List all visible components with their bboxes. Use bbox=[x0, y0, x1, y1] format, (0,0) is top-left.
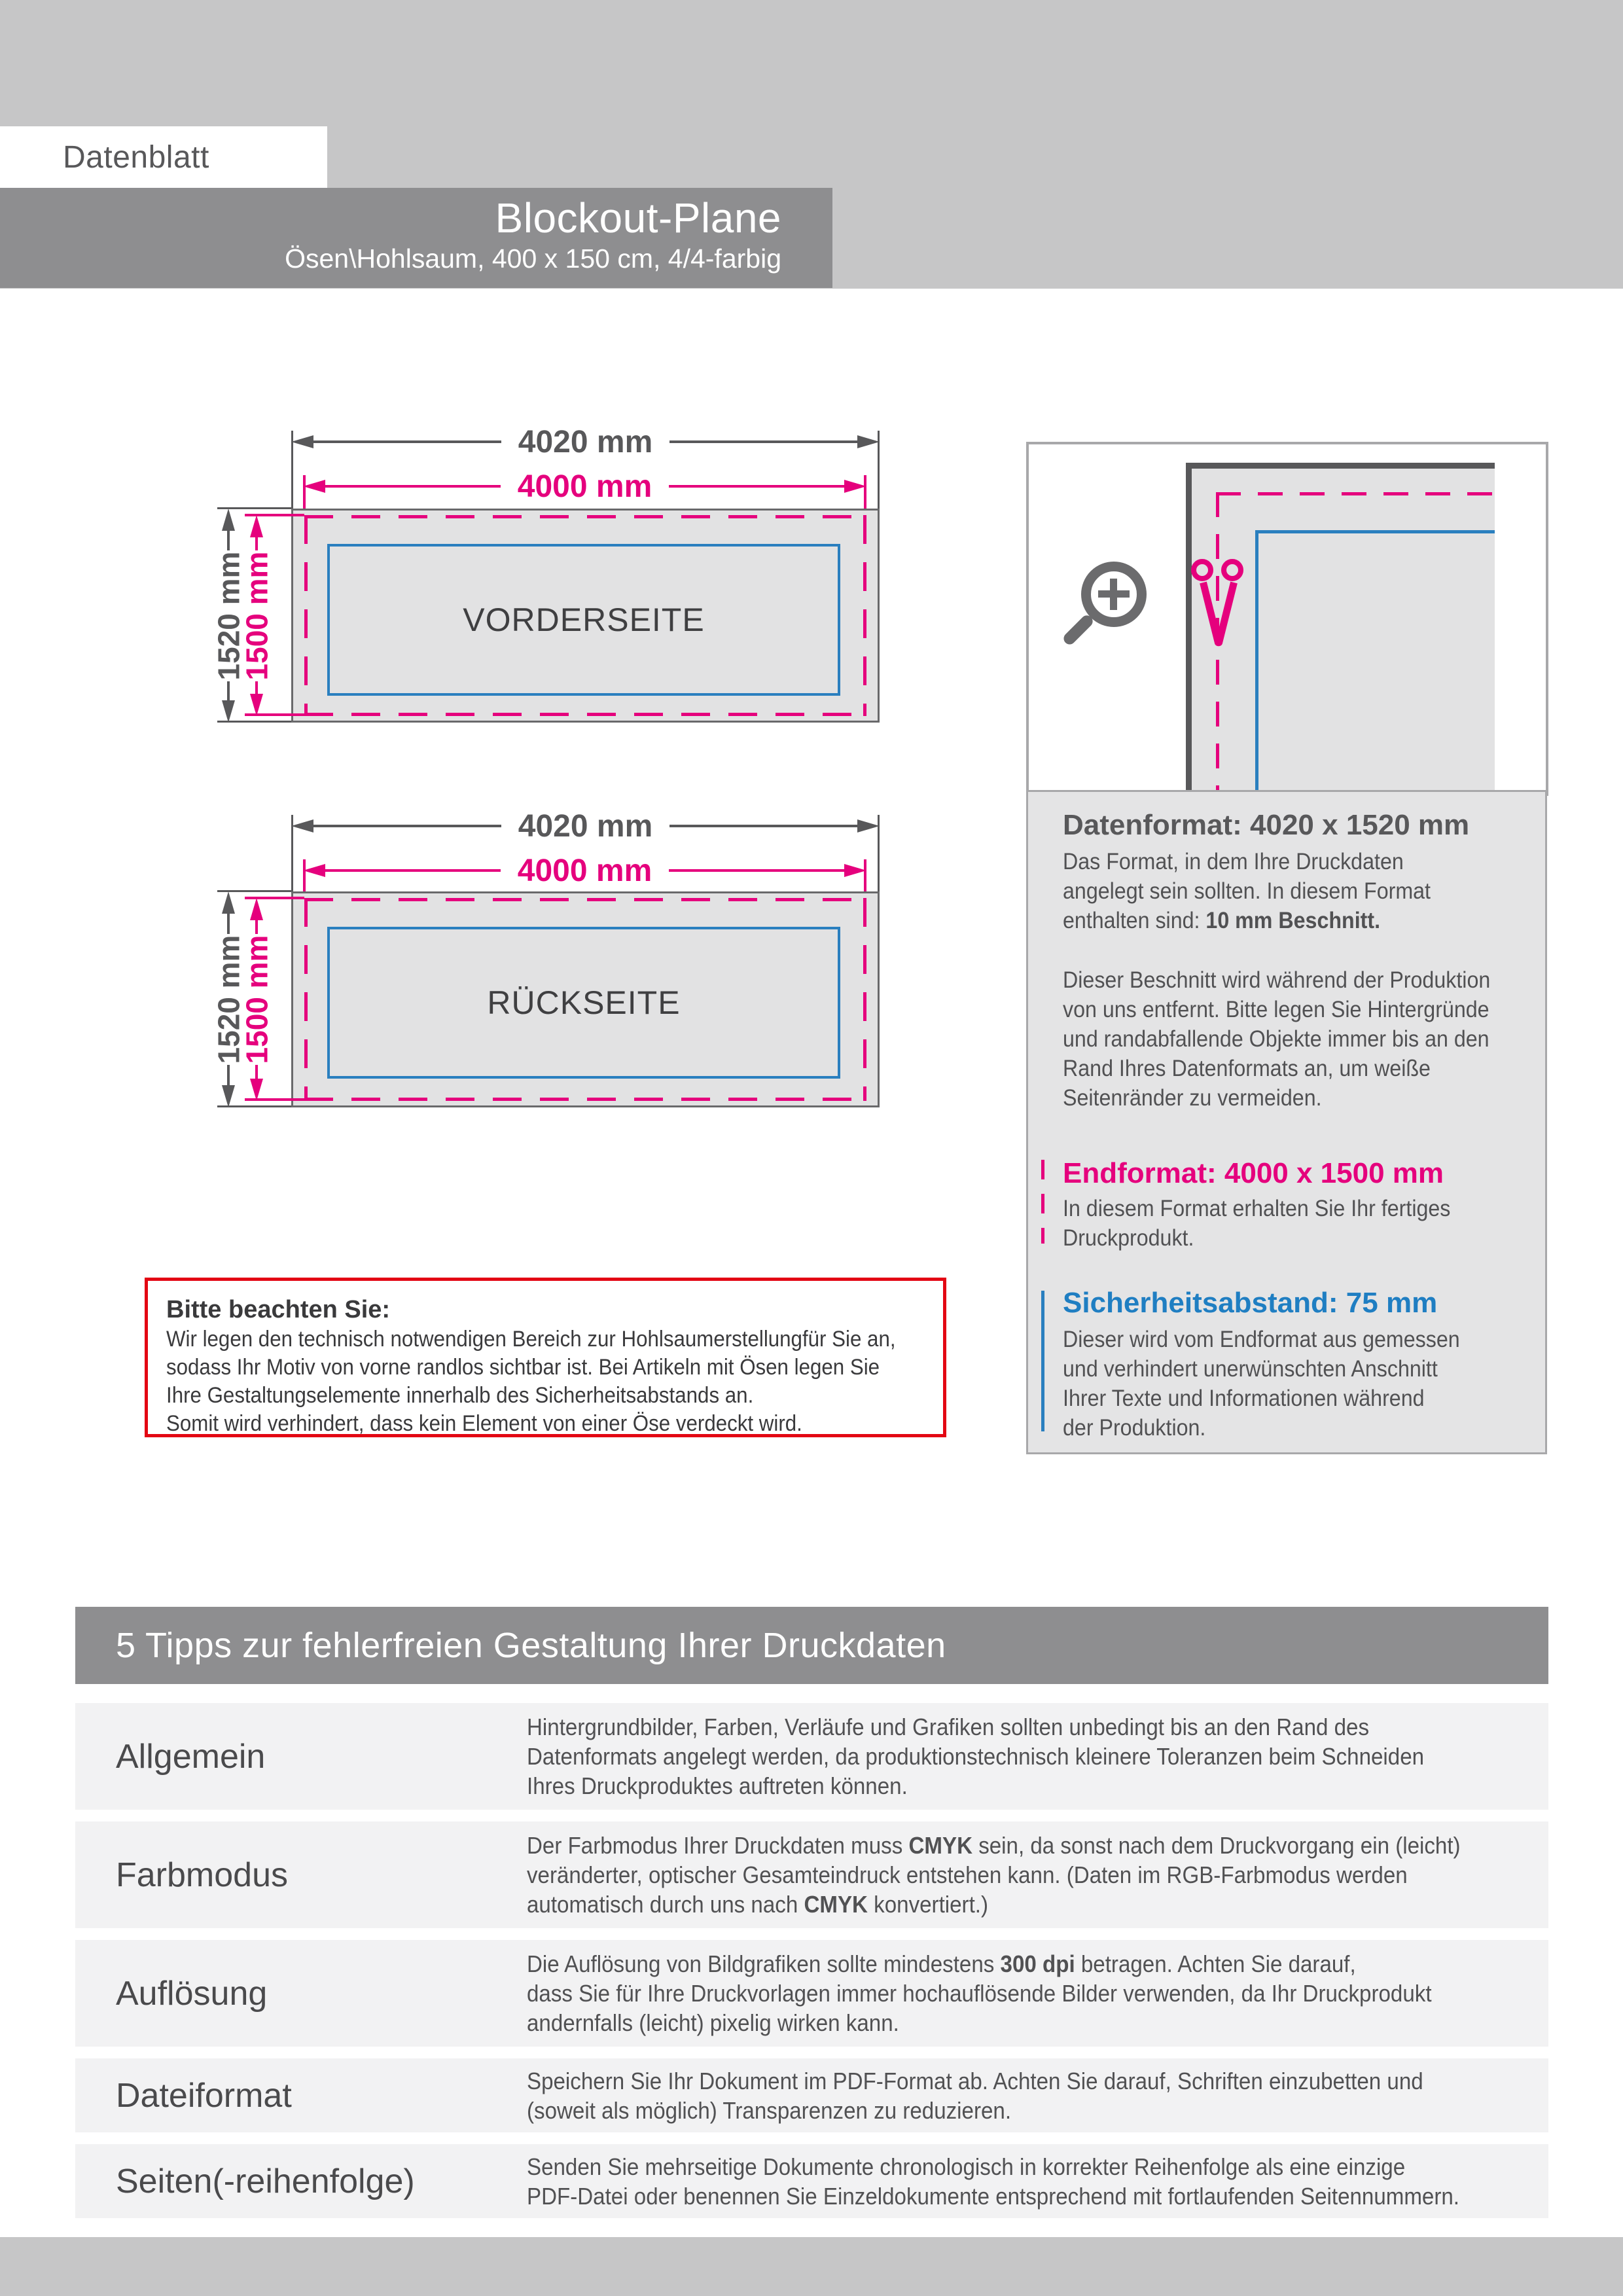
product-title-band bbox=[0, 188, 832, 288]
dataformat-line: Das Format, in dem Ihre Druckdaten bbox=[1063, 849, 1404, 874]
endformat-heading: Endformat: 4000 x 1500 mm bbox=[1063, 1157, 1444, 1189]
safety-heading: Sicherheitsabstand: 75 mm bbox=[1063, 1287, 1438, 1319]
front-inner-height-labelbox bbox=[192, 550, 321, 681]
tip-line: andernfalls (leicht) pixelig wirken kann. bbox=[527, 2009, 899, 2036]
dimension-line bbox=[325, 869, 501, 872]
front-safety-area bbox=[327, 544, 840, 696]
dataformat-edge-top bbox=[1186, 463, 1495, 469]
tip-text bbox=[527, 1821, 1542, 1928]
scissors-hole bbox=[1221, 559, 1243, 581]
back-inner-height-label: 1500 mm bbox=[240, 935, 274, 1064]
scissors-icon bbox=[1191, 559, 1247, 657]
arrowhead-up-icon bbox=[222, 509, 235, 531]
endformat-section bbox=[1063, 1157, 1527, 1253]
arrowhead-down-icon bbox=[250, 694, 263, 716]
tip-line: Senden Sie mehrseitige Dokumente chronologisch in korrekter Reihenfolge als eine einzige bbox=[527, 2153, 1406, 2180]
dimension-line bbox=[255, 681, 258, 694]
dimension-line bbox=[227, 914, 230, 934]
back-inner-height-dimension bbox=[241, 898, 272, 1101]
tip-row-farbmodus bbox=[75, 1821, 1548, 1928]
tip-line: dass Sie für Ihre Druckvorlagen immer hochauflösende Bilder verwenden, da Ihr Druckprodukt bbox=[527, 1980, 1432, 2007]
tip-line: (soweit als möglich) Transparenzen zu reduzieren. bbox=[527, 2096, 1012, 2124]
arrowhead-left-icon bbox=[303, 480, 325, 493]
dashed-line-top bbox=[304, 515, 866, 518]
endformat-line: Druckprodukt. bbox=[1063, 1225, 1194, 1251]
cmyk-value: CMYK bbox=[804, 1891, 868, 1918]
front-inner-width-label: 4000 mm bbox=[517, 469, 652, 504]
arrowhead-up-icon bbox=[250, 515, 263, 537]
tip-line: PDF-Datei oder benennen Sie Einzeldokumente entsprechend mit fortlaufenden Seitennummern. bbox=[527, 2182, 1460, 2210]
dashed-line-top bbox=[304, 898, 866, 901]
dimension-line bbox=[313, 825, 501, 827]
front-outer-width-label: 4020 mm bbox=[518, 424, 653, 459]
dataformat-line: Seitenränder zu vermeiden. bbox=[1063, 1085, 1322, 1111]
endformat-cut-line-horizontal bbox=[1216, 492, 1495, 495]
tip-line-pre: Die Auflösung von Bildgrafiken sollte mindestens bbox=[527, 1950, 1001, 1977]
arrowhead-left-icon bbox=[291, 435, 313, 448]
arrowhead-right-icon bbox=[857, 435, 880, 448]
magnifier-plus-vertical bbox=[1110, 579, 1117, 610]
front-side-label: VORDERSEITE bbox=[463, 601, 705, 638]
notice-heading: Bitte beachten Sie: bbox=[166, 1296, 391, 1323]
dimension-line bbox=[669, 825, 857, 827]
dimension-line bbox=[313, 440, 501, 443]
tip-label: Auflösung bbox=[116, 1974, 268, 2013]
back-inner-width-dimension bbox=[303, 855, 866, 886]
tip-line: Hintergrundbilder, Farben, Verläufe und Grafiken sollten unbedingt bis an den Rand des bbox=[527, 1713, 1370, 1740]
dashed-line-bottom bbox=[304, 713, 866, 716]
tip-line bbox=[527, 1831, 1461, 1860]
tip-text bbox=[527, 2144, 1541, 2218]
arrowhead-down-icon bbox=[250, 1079, 263, 1101]
dashed-line-right bbox=[863, 515, 866, 716]
dataformat-line: angelegt sein sollten. In diesem Format bbox=[1063, 878, 1431, 904]
tip-line: veränderter, optischer Gesamteindruck entstehen kann. (Daten im RGB-Farbmodus werden bbox=[527, 1861, 1408, 1888]
zoom-in-icon bbox=[1068, 559, 1160, 651]
arrowhead-up-icon bbox=[222, 891, 235, 914]
dimension-line bbox=[669, 485, 844, 488]
dataformat-section bbox=[1063, 809, 1527, 1113]
dataformat-line bbox=[1063, 906, 1489, 935]
back-outer-height-label: 1520 mm bbox=[211, 935, 246, 1064]
tip-line bbox=[527, 1890, 1461, 1919]
tip-line-post: konvertiert.) bbox=[867, 1891, 989, 1918]
tip-text bbox=[527, 1703, 1502, 1810]
dimension-line bbox=[255, 920, 258, 934]
dataformat-line: Dieser Beschnitt wird während der Produktion bbox=[1063, 967, 1491, 993]
extension-line bbox=[291, 815, 293, 893]
dashed-line-right bbox=[863, 898, 866, 1101]
bleed-value: 10 mm Beschnitt. bbox=[1205, 908, 1381, 933]
tip-line: Ihres Druckproduktes auftreten können. bbox=[527, 1772, 908, 1799]
dimension-line bbox=[255, 537, 258, 550]
dimension-line bbox=[255, 1065, 258, 1079]
endformat-line: In diesem Format erhalten Sie Ihr fertiges bbox=[1063, 1196, 1451, 1221]
magnifier-handle bbox=[1061, 613, 1096, 647]
front-inner-height-dimension bbox=[241, 515, 272, 716]
tip-line bbox=[527, 1949, 1432, 1979]
tip-line-pre: Der Farbmodus Ihrer Druckdaten muss bbox=[527, 1832, 909, 1859]
dpi-value: 300 dpi bbox=[1000, 1950, 1075, 1977]
arrowhead-right-icon bbox=[857, 819, 880, 833]
format-info-panel bbox=[1026, 790, 1547, 1454]
tip-line-post: betragen. Achten Sie darauf, bbox=[1075, 1950, 1356, 1977]
datasheet-label-box bbox=[0, 126, 327, 188]
notice-line: Ihre Gestaltungselemente innerhalb des Sicherheitsabstands an. bbox=[166, 1383, 754, 1408]
safety-line: der Produktion. bbox=[1063, 1415, 1206, 1441]
back-safety-area bbox=[327, 927, 840, 1079]
arrowhead-left-icon bbox=[291, 819, 313, 833]
arrowhead-right-icon bbox=[844, 480, 866, 493]
dimension-line bbox=[227, 681, 230, 701]
extension-line bbox=[878, 815, 880, 893]
scissors-hole bbox=[1191, 559, 1213, 581]
front-outer-width-dimension bbox=[291, 426, 880, 457]
extension-line bbox=[878, 431, 880, 511]
tip-line: Datenformats angelegt werden, da produktionstechnisch kleinere Toleranzen beim Schneiden bbox=[527, 1743, 1425, 1770]
notice-box bbox=[145, 1278, 946, 1437]
arrowhead-down-icon bbox=[222, 1085, 235, 1107]
footer-band bbox=[0, 2237, 1623, 2296]
dataformat-line-pre: enthalten sind: bbox=[1063, 908, 1206, 933]
tip-row-seitenreihenfolge bbox=[75, 2144, 1548, 2218]
front-inner-width-dimension bbox=[303, 471, 866, 502]
cmyk-value: CMYK bbox=[908, 1832, 973, 1859]
safety-line-horizontal bbox=[1255, 530, 1495, 533]
dimension-line bbox=[227, 531, 230, 550]
tip-row-aufloesung bbox=[75, 1940, 1548, 2047]
back-outer-width-label: 4020 mm bbox=[518, 808, 653, 844]
extension-line bbox=[291, 431, 293, 511]
tip-line-pre: automatisch durch uns nach bbox=[527, 1891, 804, 1918]
dimension-line bbox=[227, 1065, 230, 1085]
dashed-line-bottom bbox=[304, 1098, 866, 1101]
tip-label: Farbmodus bbox=[116, 1856, 288, 1894]
notice-line: Wir legen den technisch notwendigen Bereich zur Hohlsaumerstellungfür Sie an, bbox=[166, 1327, 896, 1352]
tip-line-post: sein, da sonst nach dem Druckvorgang ein (leicht) bbox=[972, 1832, 1461, 1859]
back-inner-width-label: 4000 mm bbox=[517, 853, 652, 888]
front-inner-height-label: 1500 mm bbox=[240, 551, 274, 680]
back-outer-width-dimension bbox=[291, 810, 880, 842]
tip-row-allgemein bbox=[75, 1703, 1548, 1810]
bleed-zoom-illustration-box bbox=[1026, 442, 1548, 796]
safety-line: und verhindert unerwünschten Anschnitt bbox=[1063, 1356, 1438, 1382]
tip-label: Seiten(-reihenfolge) bbox=[116, 2162, 415, 2200]
arrowhead-up-icon bbox=[250, 898, 263, 920]
arrowhead-down-icon bbox=[222, 700, 235, 723]
dimension-line bbox=[669, 440, 857, 443]
tip-label: Dateiformat bbox=[116, 2076, 292, 2115]
dataformat-line: und randabfallende Objekte immer bis an den bbox=[1063, 1026, 1489, 1052]
product-title: Blockout-Plane bbox=[495, 194, 781, 242]
safety-line-vertical bbox=[1255, 530, 1258, 793]
tips-header-bar bbox=[75, 1607, 1548, 1684]
safety-marker-line bbox=[1041, 1291, 1044, 1431]
safety-line: Ihrer Texte und Informationen während bbox=[1063, 1386, 1425, 1411]
tip-text bbox=[527, 1940, 1510, 2047]
tips-heading: 5 Tipps zur fehlerfreien Gestaltung Ihrer Druckdaten bbox=[116, 1626, 946, 1665]
datasheet-label: Datenblatt bbox=[63, 139, 209, 175]
notice-line: Somit wird verhindert, dass kein Element von einer Öse verdeckt wird. bbox=[166, 1411, 802, 1436]
notice-line: sodass Ihr Motiv von vorne randlos sichtbar ist. Bei Artikeln mit Ösen legen Sie bbox=[166, 1355, 880, 1380]
product-subtitle: Ösen\Hohlsaum, 400 x 150 cm, 4/4-farbig bbox=[285, 243, 781, 274]
tip-text bbox=[527, 2058, 1501, 2132]
tip-label: Allgemein bbox=[116, 1737, 266, 1776]
dimension-line bbox=[669, 869, 844, 872]
safety-section bbox=[1063, 1287, 1527, 1443]
dimension-line bbox=[325, 485, 501, 488]
endformat-marker-line bbox=[1041, 1160, 1044, 1244]
arrowhead-left-icon bbox=[303, 864, 325, 877]
scissors-blade bbox=[1215, 582, 1238, 647]
tip-row-dateiformat bbox=[75, 2058, 1548, 2132]
dataformat-line: von uns entfernt. Bitte legen Sie Hintergründe bbox=[1063, 997, 1489, 1022]
tip-line: Speichern Sie Ihr Dokument im PDF-Format ab. Achten Sie darauf, Schriften einzubetten und bbox=[527, 2067, 1423, 2094]
arrowhead-right-icon bbox=[844, 864, 866, 877]
safety-line: Dieser wird vom Endformat aus gemessen bbox=[1063, 1327, 1460, 1352]
dataformat-heading: Datenformat: 4020 x 1520 mm bbox=[1063, 809, 1470, 841]
front-outer-height-label: 1520 mm bbox=[211, 551, 246, 680]
dataformat-line: Rand Ihres Datenformats an, um weiße bbox=[1063, 1056, 1431, 1081]
back-side-label: RÜCKSEITE bbox=[487, 984, 681, 1021]
back-inner-height-labelbox bbox=[192, 934, 321, 1065]
